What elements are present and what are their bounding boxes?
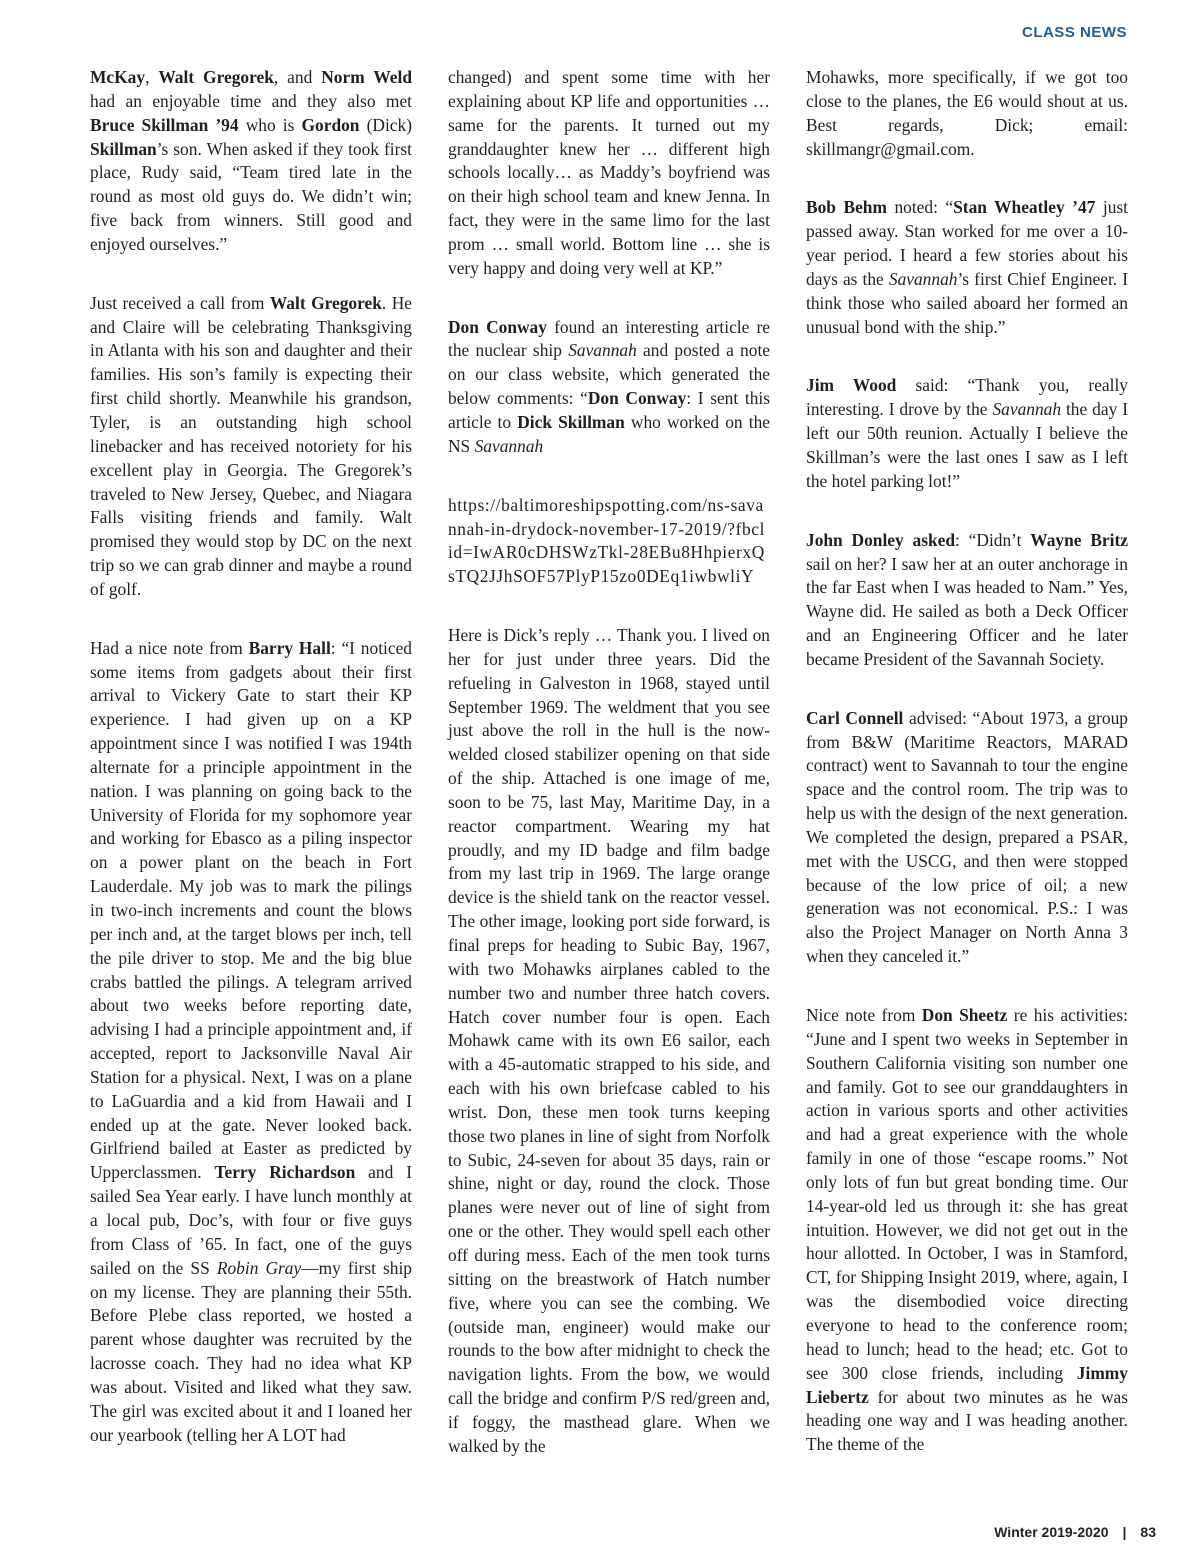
column-2 [448,66,770,1494]
paragraph: Nice note from Don Sheetz re his activities: “June and I spent two weeks in September in Southern California visiting son number one and family. Got to see our granddaughters in action in various sports and other activities and had a great experience with the whole family in one of those “escape rooms.” Not only lots of fun but great bonding time. Our 14-year-old led us through it: she has great intuition. However, we did not get out in the hour allotted. In October, I was in Stamford, CT, for Shipping Insight 2019, where, again, I was the disembodied voice directing everyone to head to the conference room; head to lunch; head to the head; etc. Got to see 300 close friends, including Jimmy Liebertz for about two minutes as he was heading one way and I was heading another. The theme of the [806,1005,1128,1455]
paragraph: Mohawks, more specifically, if we got too close to the planes, the E6 would shout at us. Best regards, Dick; email: skillmangr@gmail.com. [806,67,1128,159]
issue-label: Winter 2019-2020 [994,1524,1109,1540]
page-number: 83 [1140,1524,1156,1540]
paragraph: changed) and spent some time with her explaining about KP life and opportunities … same for the parents. It turned out my granddaughter knew her … different high schools locally… as Maddy’s boyfriend was on their high school team and knew Jenna. In fact, they were in the same limo for the last prom … small world. Bottom line … she is very happy and doing very well at KP.” [448,67,770,278]
column-1 [90,66,412,1482]
paragraph: Here is Dick’s reply … Thank you. I lived on her for just under three years. Did the refueling in Galveston in 1968, stayed until September 1969. The weldment that you see just above the roll in the hull is the now-welded closed stabilizer opening on that side of the ship. Attached is one image of me, soon to be 75, last May, Maritime Day, in a reactor compartment. Wearing my hat proudly, and my ID badge and film badge from my last trip in 1969. The large orange device is the shield tank on the reactor vessel. The other image, looking port side forward, is final preps for heading to Subic Bay, 1967, with two Mohawks airplanes cabled to the number two and number three hatch covers. Hatch cover number four is open. Each Mohawk came with its own E6 sailor, each with a 45-automatic strapped to his side, and each with his own briefcase cabled to his wrist. Don, these men took turns keeping those two planes in line of sight from Norfolk to Subic, 24-seven for about 35 days, rain or shine, night or day, round the clock. Those planes were never out of line of sight from one or the other. They would spell each other off during mess. Each of the men took turns sitting on the breastwork of Hatch number five, where you can see the combing. We (outside man, engineer) would make our rounds to the bow after midnight to check the navigation lights. From the bow, we would call the bridge and confirm P/S red/green and, if foggy, the masthead glare. When we walked by the [448,625,770,1456]
column-3 [806,66,1128,1492]
paragraph: Carl Connell advised: “About 1973, a group from B&W (Maritime Reactors, MARAD contract) went to Savannah to tour the engine space and the control room. The trip was to help us with the design of the next generation. We completed the design, prepared a PSAR, met with the USCG, and then were stopped because of the low price of oil; a new generation was not economical. P.S.: I was also the Project Manager on North Anna 3 when they canceled it.” [806,707,1128,967]
article-link[interactable]: https://baltimoreshipspotting.com/ns-savannah-in-drydock-november-17-2019/?fbclid=IwAR0cDHSWzTkl-28EBu8HhpierxQsTQ2JJhSOF57PlyP15zo0DEq1iwbwliY [448,494,766,587]
footer-separator: | [1122,1524,1127,1540]
paragraph: Bob Behm noted: “Stan Wheatley ’47 just passed away. Stan worked for me over a 10-year period. I heard a few stories about his days as the Savannah’s first Chief Engineer. I think those who sailed aboard her formed an unusual bond with the ship.” [806,197,1129,337]
paragraph: Jim Wood said: “Thank you, really interesting. I drove by the Savannah the day I left our 50th reunion. Actually I believe the Skillman’s were the last ones I saw as I left the hotel parking lot!” [806,375,1129,491]
paragraph: Just received a call from Walt Gregorek. He and Claire will be celebrating Thanksgiving in Atlanta with his son and daughter and their families. His son’s family is expecting their first child shortly. Meanwhile his grandson, Tyler, is an outstanding high school linebacker and has received notoriety for his excellent play in Georgia. The Gregorek’s traveled to New Jersey, Quebec, and Niagara Falls visiting friends and family. Walt promised they would stop by DC on the next trip so we can grab dinner and maybe a round of golf. [90,292,412,599]
paragraph: Don Conway found an interesting article re the nuclear ship Savannah and posted a note on our class website, which generated the below comments: “Don Conway: I sent this article to Dick Skillman who worked on the NS Savannah [448,316,770,456]
paragraph: John Donley asked: “Didn’t Wayne Britz sail on her? I saw her at an outer anchorage in the far East when I was headed to Nam.” Yes, Wayne did. He sailed as both a Deck Officer and an Engineering Officer and he later became President of the Savannah Society. [806,529,1128,669]
paragraph: Had a nice note from Barry Hall: “I noticed some items from gadgets about their first arrival to Vickery Gate to start their KP experience. I had given up on a KP appointment since I was notified I was 194th alternate for a principle appointment in the nation. I was planning on going back to the University of Florida for my sophomore year and working for Ebasco as a piling inspector on a power plant on the beach in Fort Lauderdale. My job was to mark the pilings in two-inch increments and count the blows per inch and, at the target blows per inch, tell the pile driver to stop. Me and the big blue crabs battled the pilings. A telegram arrived about two weeks before reporting date, advising I had a principle appointment and, if accepted, report to Jacksonville Naval Air Station for a physical. Next, I was on a plane to LaGuardia and a kid from Hawaii and I ended up at the gate. Never looked back. Girlfriend bailed at Easter as predicted by Upperclassmen. Terry Richardson and I sailed Sea Year early. I have lunch monthly at a local pub, Doc’s, with four or five guys from Class of ’65. In fact, one of the guys sailed on the SS Robin Gray—my first ship on my license. They are planning their 55th. Before Plebe class reported, we hosted a parent whose daughter was recruited by the lacrosse coach. They had no idea what KP was about. Visited and liked what they saw. The girl was excited about it and I loaned her our yearbook (telling her A LOT had [90,637,412,1445]
page-footer [994,1524,1156,1540]
section-header: CLASS NEWS [1021,24,1127,41]
paragraph: McKay, Walt Gregorek, and Norm Weld had an enjoyable time and they also met Bruce Skillman ’94 who is Gordon (Dick) Skillman’s son. When asked if they took first place, Rudy said, “Team tired late in the round as most old guys do. We didn’t win; five back from winners. Still good and enjoyed ourselves.” [90,67,412,254]
